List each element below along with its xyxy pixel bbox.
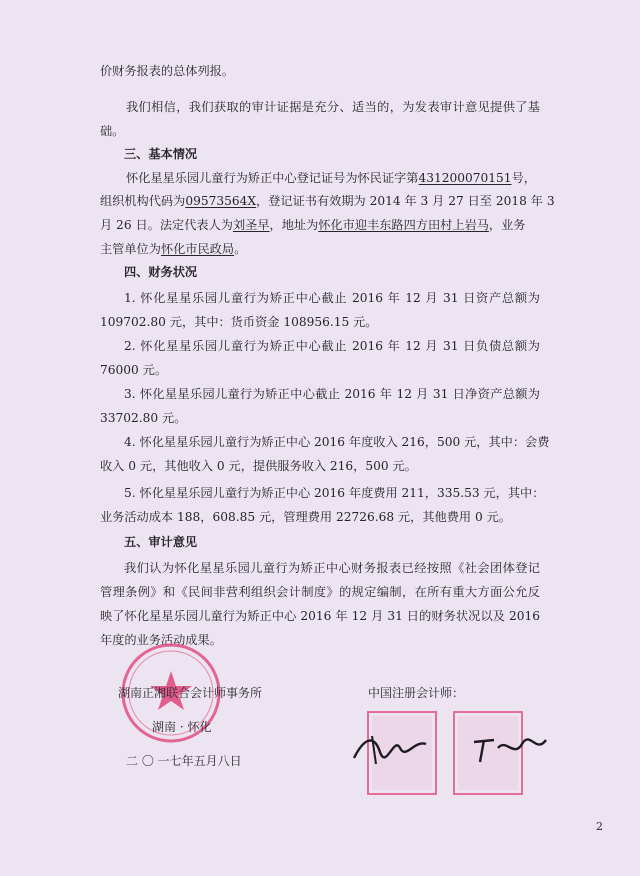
cpa-signature-label: 中国注册会计师： [368, 686, 465, 700]
address: 怀化市迎丰东路四方田村上岩马 [318, 218, 489, 232]
financial-item-2: 2. 怀化星星乐园儿童行为矫正中心截止 2016 年 12 月 31 日负债总额为 [124, 339, 540, 353]
audit-firm-name: 湖南正湘联合会计师事务所 [118, 686, 263, 700]
financial-item-3: 3. 怀化星星乐园儿童行为矫正中心截止 2016 年 12 月 31 日净资产总额为 [124, 387, 540, 401]
evidence-statement-end: 础。 [100, 124, 125, 138]
firm-city: 湖南 · 怀化 [152, 720, 212, 734]
basic-info-line-3: 月 26 日。法定代表人为刘圣早，地址为怀化市迎丰东路四方田村上岩马，业务 [100, 218, 526, 232]
section-heading-financial: 四、财务状况 [124, 265, 198, 279]
cpa-signature-1 [350, 728, 430, 768]
opinion-line-2: 管理条例》和《民间非营利组织会计制度》的规定编制，在所有重大方面公允反 [100, 585, 540, 599]
registration-number: 431200070151 [418, 171, 512, 185]
evidence-statement: 我们相信，我们获取的审计证据是充分、适当的，为发表审计意见提供了基 [126, 100, 540, 114]
basic-info-line-4: 主管单位为怀化市民政局。 [100, 242, 247, 256]
financial-item-5: 5. 怀化星星乐园儿童行为矫正中心 2016 年度费用 211，335.53 元，其中： [124, 486, 545, 500]
legal-representative: 刘圣早 [232, 218, 270, 232]
opinion-line-4: 年度的业务活动成果。 [100, 633, 222, 647]
report-date: 二 〇 一七年五月八日 [126, 754, 242, 768]
financial-item-1-cont: 109702.80 元，其中：货币资金 108956.15 元。 [100, 315, 378, 329]
financial-item-5-cont: 业务活动成本 188，608.85 元，管理费用 22726.68 元，其他费用 0 元。 [100, 510, 511, 524]
opinion-line-3: 映了怀化星星乐园儿童行为矫正中心 2016 年 12 月 31 日的财务状况以及 2016 [100, 609, 540, 623]
financial-item-4-cont: 收入 0 元，其他收入 0 元，提供服务收入 216，500 元。 [100, 459, 417, 473]
cpa-signature-2 [470, 728, 550, 768]
section-heading-opinion: 五、审计意见 [124, 535, 198, 549]
section-heading-basic-info: 三、基本情况 [124, 147, 198, 161]
organization-code: 09573564X [185, 194, 257, 208]
financial-item-3-cont: 33702.80 元。 [100, 411, 187, 425]
opinion-line-1: 我们认为怀化星星乐园儿童行为矫正中心财务报表已经按照《社会团体登记 [124, 561, 540, 575]
paragraph-continuation: 价财务报表的总体列报。 [100, 64, 235, 78]
financial-item-4: 4. 怀化星星乐园儿童行为矫正中心 2016 年度收入 216，500 元，其中：会费 [124, 435, 550, 449]
page-number: 2 [596, 820, 603, 833]
supervising-unit: 怀化市民政局 [160, 242, 235, 256]
financial-item-2-cont: 76000 元。 [100, 363, 168, 377]
basic-info-line-2: 组织机构代码为09573564X，登记证书有效期为 2014 年 3 月 27 日至 2018 年 3 [100, 194, 555, 208]
financial-item-1: 1. 怀化星星乐园儿童行为矫正中心截止 2016 年 12 月 31 日资产总额为 [124, 291, 540, 305]
basic-info-line-1: 怀化星星乐园儿童行为矫正中心登记证号为怀民证字第431200070151号， [126, 171, 536, 185]
